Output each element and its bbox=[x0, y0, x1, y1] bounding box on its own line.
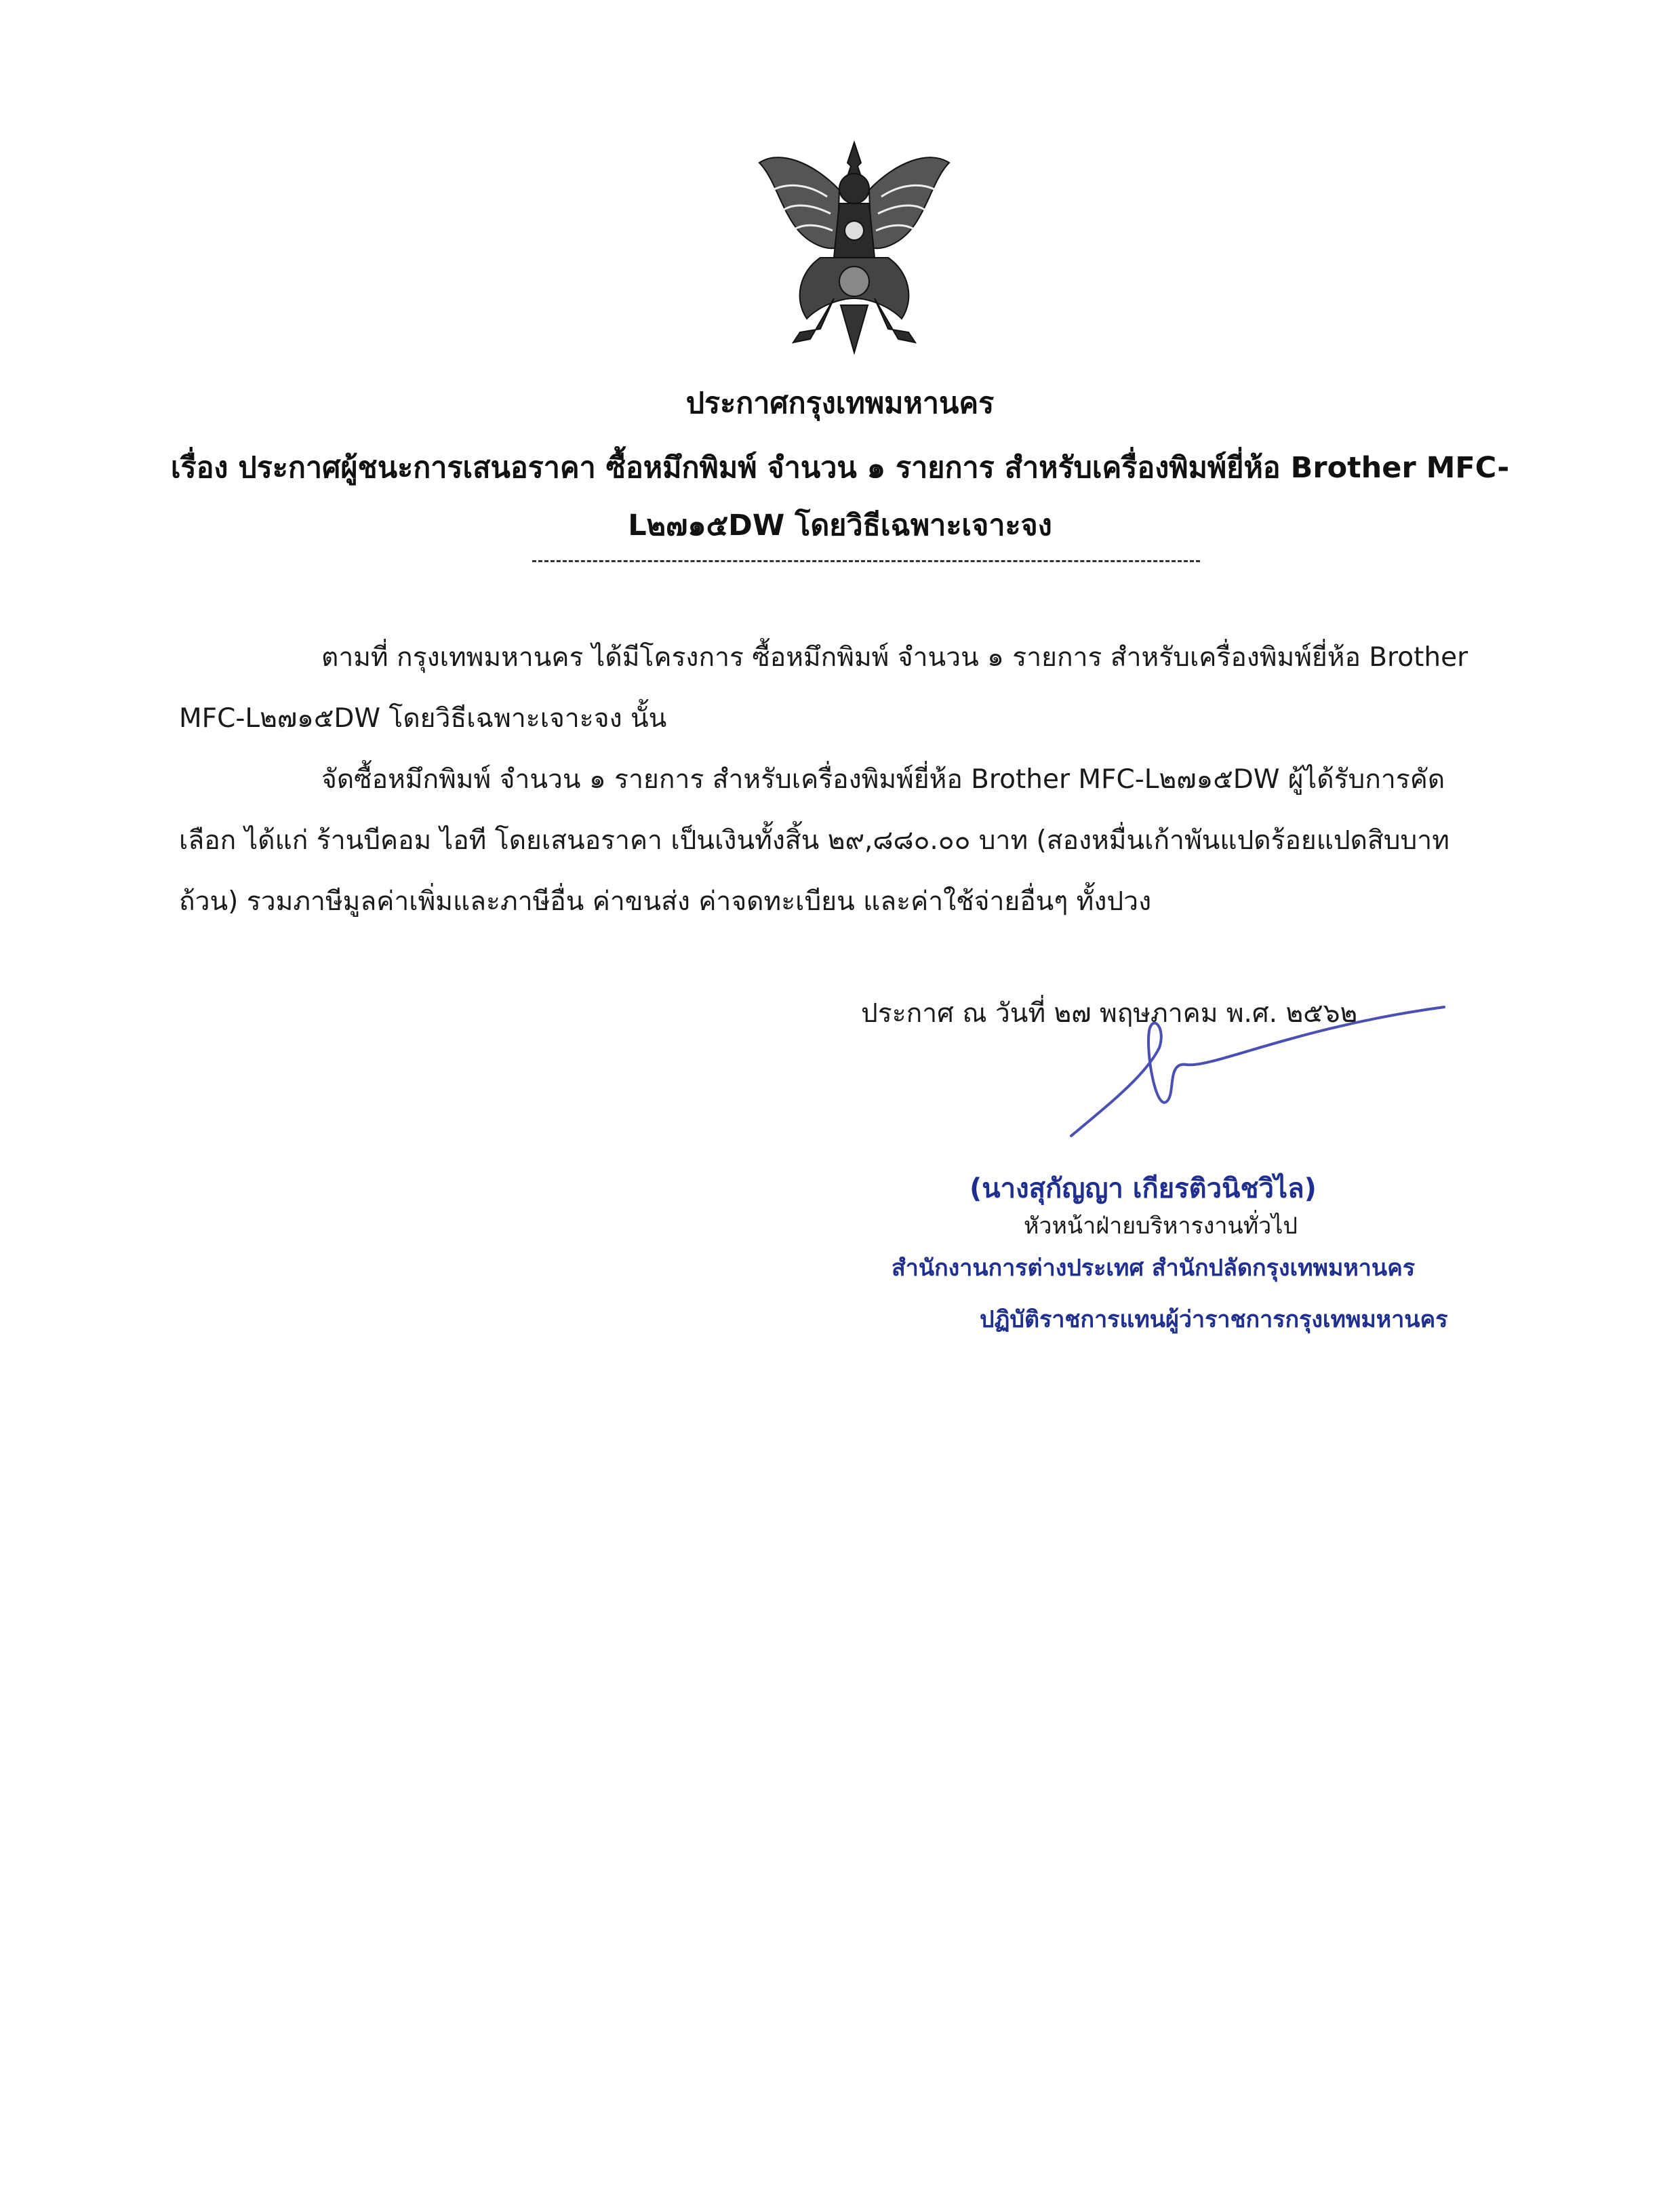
handwritten-signature-icon bbox=[1058, 1000, 1464, 1143]
issuer-heading: ประกาศกรุงเทพมหานคร bbox=[685, 387, 995, 420]
garuda-emblem-icon bbox=[753, 136, 956, 359]
heading-divider bbox=[532, 560, 1200, 562]
paragraph-1-line-1: ตามที่ กรุงเทพมหานคร ได้มีโครงการ ซื้อหมึกพิมพ์ จำนวน ๑ รายการ สำหรับเครื่องพิมพ์ยี่ห้อ Brother bbox=[321, 642, 1468, 673]
signer-acting: ปฏิบัติราชการแทนผู้ว่าราชการกรุงเทพมหานคร bbox=[980, 1306, 1448, 1333]
subject-line-2: L๒๗๑๕DW โดยวิธีเฉพาะเจาะจง bbox=[628, 509, 1052, 543]
paragraph-1-line-2: MFC-L๒๗๑๕DW โดยวิธีเฉพาะเจาะจง นั้น bbox=[179, 703, 667, 734]
paragraph-2-line-3: ถ้วน) รวมภาษีมูลค่าเพิ่มและภาษีอื่น ค่าขนส่ง ค่าจดทะเบียน และค่าใช้จ่ายอื่นๆ ทั้งปวง bbox=[179, 886, 1152, 917]
paragraph-2-line-2: เลือก ได้แก่ ร้านบีคอม ไอที โดยเสนอราคา เป็นเงินทั้งสิ้น ๒๙,๘๘๐.๐๐ บาท (สองหมื่นเก้าพันแปดร้อยแปดสิบบาท bbox=[179, 825, 1449, 856]
subject-line-1: เรื่อง ประกาศผู้ชนะการเสนอราคา ซื้อหมึกพิมพ์ จำนวน ๑ รายการ สำหรับเครื่องพิมพ์ยี่ห้อ Brother MFC- bbox=[170, 451, 1510, 485]
paragraph-2 bbox=[179, 749, 1548, 932]
paragraph-2-line-1: จัดซื้อหมึกพิมพ์ จำนวน ๑ รายการ สำหรับเครื่องพิมพ์ยี่ห้อ Brother MFC-L๒๗๑๕DW ผู้ได้รับการคัด bbox=[321, 764, 1445, 795]
signer-office: สำนักงานการต่างประเทศ สำนักปลัดกรุงเทพมหานคร bbox=[892, 1255, 1416, 1282]
paragraph-1 bbox=[179, 627, 1548, 749]
signer-name: (นางสุกัญญา เกียรติวนิชวิไล) bbox=[969, 1173, 1317, 1204]
signer-title: หัวหน้าฝ่ายบริหารงานทั่วไป bbox=[1024, 1212, 1298, 1240]
announcement-date: ประกาศ ณ วันที่ ๒๗ พฤษภาคม พ.ศ. ๒๕๖๒ bbox=[861, 998, 1358, 1029]
